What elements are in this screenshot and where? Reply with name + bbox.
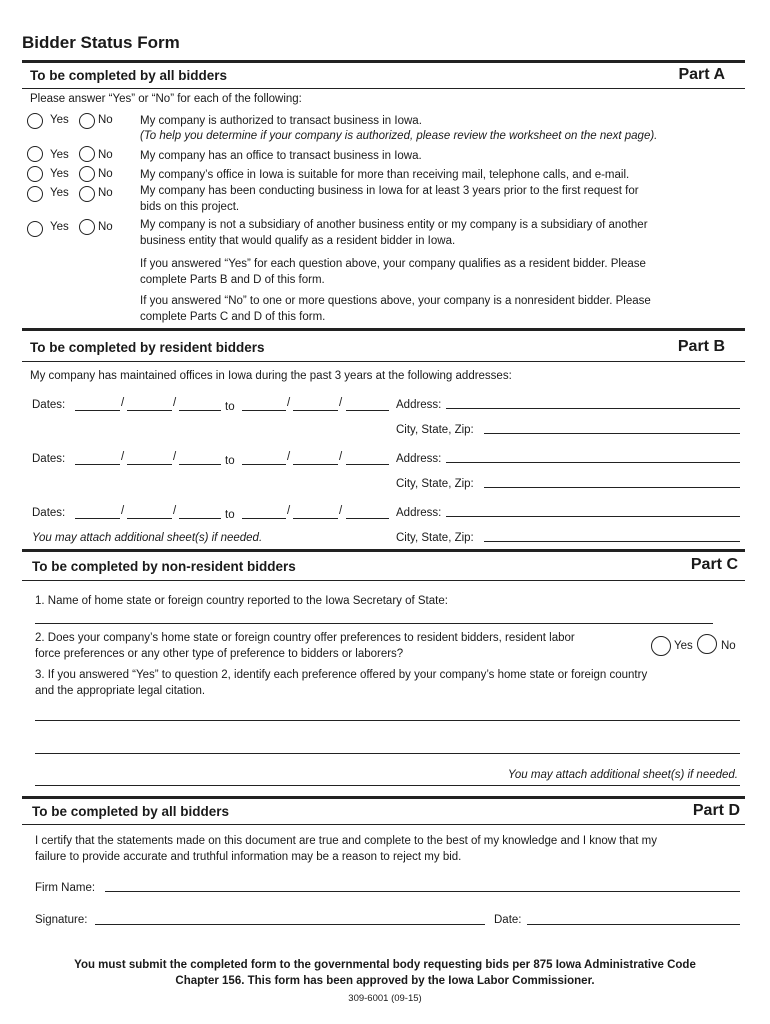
to-day-field-2[interactable] <box>293 464 338 465</box>
preference-yes-label: Yes <box>674 640 693 652</box>
q5-yes-label: Yes <box>50 221 69 233</box>
from-day-field-1[interactable] <box>127 410 172 411</box>
signature-field[interactable] <box>95 924 485 925</box>
address-field-2[interactable] <box>446 462 740 463</box>
part-a-top-rule <box>22 60 745 63</box>
q4-yes-radio[interactable] <box>27 186 43 202</box>
slash: / <box>173 451 177 463</box>
city-field-3[interactable] <box>484 541 740 542</box>
resident-note-line1: If you answered “Yes” for each question above, your company qualifies as a resident bidder. Please <box>140 258 646 270</box>
part-c-label: Part C <box>690 556 738 573</box>
from-month-field-2[interactable] <box>75 464 120 465</box>
part-a-instruction: Please answer “Yes” or “No” for each of the following: <box>30 93 302 105</box>
to-year-field-3[interactable] <box>346 518 389 519</box>
q5-no-label: No <box>98 221 113 233</box>
q1-yes-radio[interactable] <box>27 113 43 129</box>
part-d-sub-rule <box>22 824 745 825</box>
firm-name-label: Firm Name: <box>35 882 96 894</box>
q4-text-line2: bids on this project. <box>140 201 240 213</box>
q3-yes-label: Yes <box>50 168 69 180</box>
to-label-3: to <box>225 509 235 521</box>
certification-line2: failure to provide accurate and truthful information may be a reason to reject my bid. <box>35 851 462 863</box>
q3-yes-radio[interactable] <box>27 166 43 182</box>
nonresident-note-line1: If you answered “No” to one or more questions above, your company is a nonresident bidder. Please <box>140 295 651 307</box>
part-a-heading: To be completed by all bidders <box>30 68 228 83</box>
part-b-attach-note: You may attach additional sheet(s) if needed. <box>32 532 263 544</box>
city-label-1: City, State, Zip: <box>396 424 474 436</box>
part-a-label: Part A <box>678 66 725 83</box>
preference-no-label: No <box>721 640 736 652</box>
date-label: Date: <box>494 914 522 926</box>
q2-no-radio[interactable] <box>79 146 95 162</box>
q1-note: (To help you determine if your company is authorized, please review the worksheet on the next page). <box>140 130 658 142</box>
slash: / <box>173 397 177 409</box>
preference-field-line1[interactable] <box>35 720 740 721</box>
q3-no-label: No <box>98 168 113 180</box>
resident-note-line2: complete Parts B and D of this form. <box>140 274 325 286</box>
q4-no-radio[interactable] <box>79 186 95 202</box>
to-day-field-1[interactable] <box>293 410 338 411</box>
home-state-field[interactable] <box>35 623 713 624</box>
from-day-field-2[interactable] <box>127 464 172 465</box>
signature-label: Signature: <box>35 914 88 926</box>
footer-line2: Chapter 156. This form has been approved by the Iowa Labor Commissioner. <box>175 975 595 987</box>
part-c-q1: 1. Name of home state or foreign country reported to the Iowa Secretary of State: <box>35 595 448 607</box>
q1-no-radio[interactable] <box>79 113 95 129</box>
address-label-2: Address: <box>396 453 442 465</box>
part-b-sub-rule <box>22 361 745 362</box>
part-d-top-rule <box>22 796 745 799</box>
q1-yes-label: Yes <box>50 114 69 126</box>
address-field-3[interactable] <box>446 516 740 517</box>
q5-text-line2: business entity that would qualify as a resident bidder in Iowa. <box>140 235 456 247</box>
part-c-heading: To be completed by non-resident bidders <box>32 559 296 574</box>
to-year-field-1[interactable] <box>346 410 389 411</box>
part-c-q2-line2: force preferences or any other type of preference to bidders or laborers? <box>35 648 404 660</box>
q4-yes-label: Yes <box>50 187 69 199</box>
slash: / <box>121 397 125 409</box>
part-c-q2-line1: 2. Does your company’s home state or foreign country offer preferences to resident bidders, resident labor <box>35 632 575 644</box>
date-field[interactable] <box>527 924 740 925</box>
q4-text-line1: My company has been conducting business in Iowa for at least 3 years prior to the first request for <box>140 185 639 197</box>
nonresident-note-line2: complete Parts C and D of this form. <box>140 311 326 323</box>
slash: / <box>287 451 291 463</box>
dates-label-3: Dates: <box>32 507 66 519</box>
to-year-field-2[interactable] <box>346 464 389 465</box>
firm-name-field[interactable] <box>105 891 740 892</box>
to-label-1: to <box>225 401 235 413</box>
preference-field-line2[interactable] <box>35 753 740 754</box>
from-month-field-1[interactable] <box>75 410 120 411</box>
q5-no-radio[interactable] <box>79 219 95 235</box>
part-d-heading: To be completed by all bidders <box>32 804 230 819</box>
q3-no-radio[interactable] <box>79 166 95 182</box>
part-c-q3-line2: and the appropriate legal citation. <box>35 685 206 697</box>
slash: / <box>339 397 343 409</box>
q4-no-label: No <box>98 187 113 199</box>
slash: / <box>173 505 177 517</box>
part-b-intro: My company has maintained offices in Iowa during the past 3 years at the following addresses: <box>30 370 512 382</box>
q2-yes-radio[interactable] <box>27 146 43 162</box>
slash: / <box>287 397 291 409</box>
part-c-sub-rule <box>22 580 745 581</box>
slash: / <box>287 505 291 517</box>
form-title: Bidder Status Form <box>22 33 180 52</box>
to-month-field-2[interactable] <box>242 464 286 465</box>
from-day-field-3[interactable] <box>127 518 172 519</box>
part-d-label: Part D <box>692 802 740 819</box>
q2-no-label: No <box>98 149 113 161</box>
part-c-attach-note: You may attach additional sheet(s) if needed. <box>507 769 738 781</box>
city-field-2[interactable] <box>484 487 740 488</box>
city-field-1[interactable] <box>484 433 740 434</box>
q5-yes-radio[interactable] <box>27 221 43 237</box>
form-code: 309-6001 (09-15) <box>348 993 422 1004</box>
slash: / <box>121 505 125 517</box>
address-label-3: Address: <box>396 507 442 519</box>
preference-field-line3[interactable] <box>35 785 740 786</box>
dates-label-2: Dates: <box>32 453 66 465</box>
slash: / <box>339 451 343 463</box>
part-c-q3-line1: 3. If you answered “Yes” to question 2, identify each preference offered by your company’s home state or foreign country <box>35 669 648 681</box>
city-label-2: City, State, Zip: <box>396 478 474 490</box>
from-year-field-1[interactable] <box>179 410 221 411</box>
part-b-top-rule <box>22 328 745 331</box>
to-month-field-3[interactable] <box>242 518 286 519</box>
preference-yes-radio[interactable] <box>651 636 671 656</box>
slash: / <box>339 505 343 517</box>
certification-line1: I certify that the statements made on this document are true and complete to the best of my knowledge and I know that my <box>35 835 657 847</box>
part-b-label: Part B <box>677 338 725 355</box>
part-b-heading: To be completed by resident bidders <box>30 340 265 355</box>
from-month-field-3[interactable] <box>75 518 120 519</box>
q1-text: My company is authorized to transact business in Iowa. <box>140 115 422 127</box>
from-year-field-2[interactable] <box>179 464 221 465</box>
city-label-3: City, State, Zip: <box>396 532 474 544</box>
slash: / <box>121 451 125 463</box>
part-c-top-rule <box>22 549 745 552</box>
part-a-sub-rule <box>22 88 745 89</box>
address-label-1: Address: <box>396 399 442 411</box>
dates-label-1: Dates: <box>32 399 66 411</box>
address-field-1[interactable] <box>446 408 740 409</box>
footer-line1: You must submit the completed form to the governmental body requesting bids per 875 Iowa Administrative Code <box>74 959 696 971</box>
q5-text-line1: My company is not a subsidiary of another business entity or my company is a subsidiary of another <box>140 219 648 231</box>
to-label-2: to <box>225 455 235 467</box>
q3-text: My company’s office in Iowa is suitable for more than receiving mail, telephone calls, and e-mail. <box>140 169 630 181</box>
preference-no-radio[interactable] <box>697 634 717 654</box>
q2-yes-label: Yes <box>50 149 69 161</box>
from-year-field-3[interactable] <box>179 518 221 519</box>
to-day-field-3[interactable] <box>293 518 338 519</box>
q1-no-label: No <box>98 114 113 126</box>
to-month-field-1[interactable] <box>242 410 286 411</box>
q2-text: My company has an office to transact business in Iowa. <box>140 150 422 162</box>
